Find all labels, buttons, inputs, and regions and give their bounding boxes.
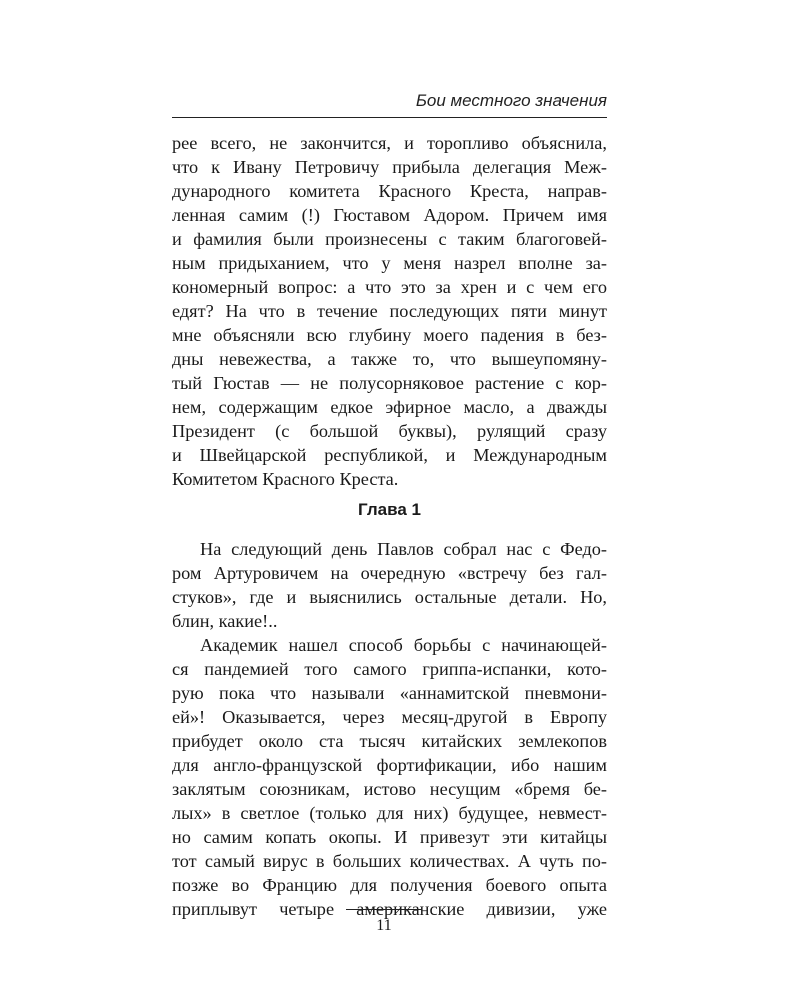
text-line: для англо-французской фортификации, ибо нашим [172, 755, 607, 775]
text-line: ей»! Оказывается, через месяц-другой в Европу [172, 707, 607, 727]
text-line: но самим копать окопы. И привезут эти китайцы [172, 827, 607, 847]
text-line: что к Ивану Петровичу прибыла делегация Меж- [172, 157, 607, 177]
running-title: Бои местного значения [415, 91, 607, 110]
text-line: ленная самим (!) Гюставом Адором. Причем имя [172, 205, 607, 225]
text-line: тот самый вирус в больших количествах. А чуть по- [172, 851, 607, 871]
text-line: и фамилия были произнесены с таким благоговей- [172, 229, 607, 249]
text-line: кономерный вопрос: а что это за хрен и с чем его [172, 277, 607, 297]
chapter-heading: Глава 1 [358, 500, 421, 519]
text-line: позже во Францию для получения боевого опыта [172, 875, 607, 895]
text-line: мне объясняли всю глубину моего падения в без- [172, 325, 607, 345]
text-line: тый Гюстав — не полусорняковое растение с кор- [172, 373, 607, 393]
running-header [172, 90, 607, 114]
chapter-body [172, 537, 607, 921]
text-line: ным придыханием, что у меня назрел вполне за- [172, 253, 607, 273]
page-number: 11 [376, 917, 392, 934]
text-line: и Швейцарской республикой, и Международным [172, 445, 607, 465]
paragraph-continued [172, 131, 607, 491]
text-line: прибудет около ста тысяч китайских землекопов [172, 731, 607, 751]
header-divider [172, 117, 607, 118]
text-line: Президент (с большой буквы), рулящий сразу [172, 421, 607, 441]
text-line: едят? На что в течение последующих пяти минут [172, 301, 607, 321]
text-line: дны невежества, а также то, что вышеупомяну- [172, 349, 607, 369]
text-line: стуков», где и выяснились остальные детали. Но, [172, 587, 607, 607]
text-line: рее всего, не закончится, и торопливо объяснила, [172, 133, 607, 153]
text-line: нем, содержащим едкое эфирное масло, а дважды [172, 397, 607, 417]
text-line: блин, какие!.. [172, 611, 278, 631]
text-line: заклятым союзникам, истово несущим «бремя бе- [172, 779, 607, 799]
text-line: На следующий день Павлов собрал нас с Федо- [200, 539, 607, 559]
text-line: приплывут четыре американские дивизии, уже [172, 899, 607, 919]
text-line: ся пандемией того самого гриппа-испанки, кото- [172, 659, 607, 679]
text-line: Комитетом Красного Креста. [172, 469, 399, 489]
text-line: рую пока что называли «аннамитской пневмони- [172, 683, 607, 703]
text-line: лых» в светлое (только для них) будущее, невмест- [172, 803, 607, 823]
footer-divider [346, 909, 422, 910]
text-line: Академик нашел способ борьбы с начинающей- [200, 635, 607, 655]
text-line: ром Артуровичем на очередную «встречу без гал- [172, 563, 607, 583]
text-line: дународного комитета Красного Креста, направ- [172, 181, 607, 201]
